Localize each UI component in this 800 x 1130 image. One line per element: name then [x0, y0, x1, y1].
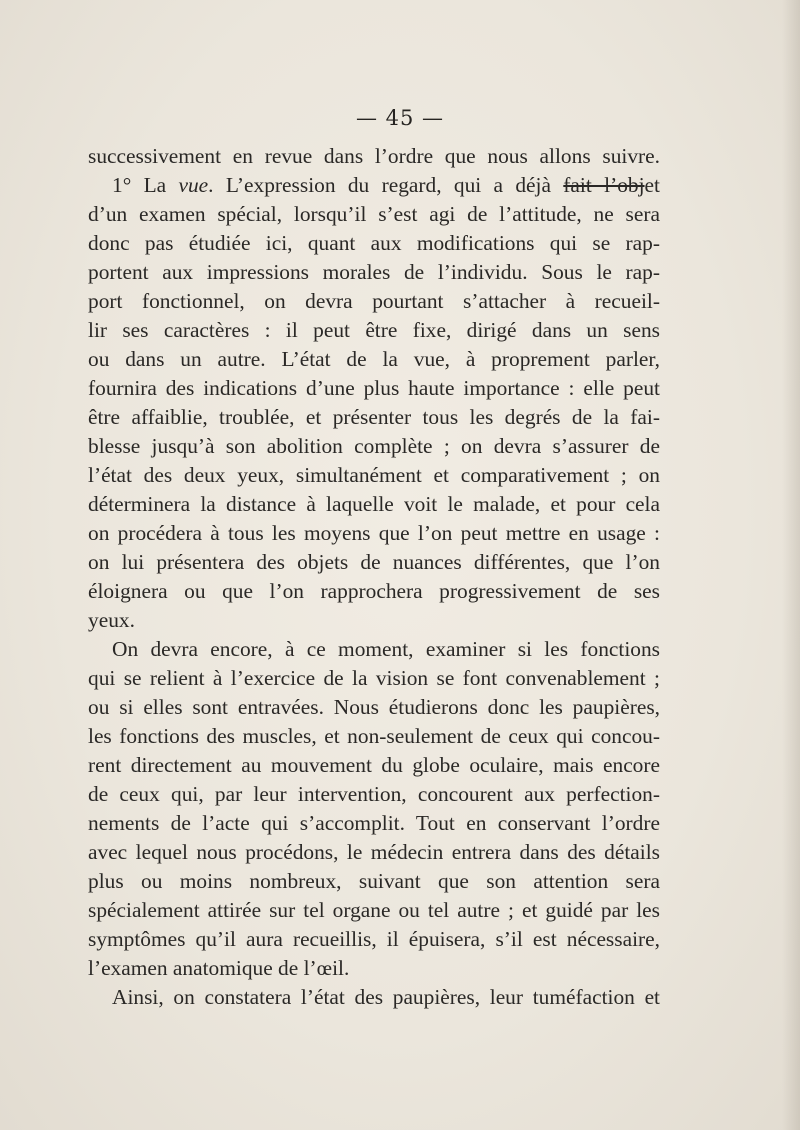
- text-line: lir ses caractères : il peut être fixe, dirigé dans un sens: [88, 318, 660, 342]
- italic-term: vue: [178, 173, 209, 197]
- text-line: donc pas étudiée ici, quant aux modifications qui se rap-: [88, 231, 660, 255]
- text-line: éloignera ou que l’on rapprochera progressivement de ses: [88, 579, 660, 603]
- page-edge-shadow: [782, 0, 800, 1130]
- text-line: yeux.: [88, 608, 135, 632]
- text-line: avec lequel nous procédons, le médecin entrera dans des détails: [88, 840, 660, 864]
- text-run: . L’expression du regard, qui a déjà: [208, 173, 551, 197]
- text-line: ou dans un autre. L’état de la vue, à proprement parler,: [88, 347, 660, 371]
- text-line: Ainsi, on constatera l’état des paupières, leur tuméfaction et: [112, 985, 660, 1009]
- text-line: portent aux impressions morales de l’individu. Sous le rap-: [88, 260, 660, 284]
- text-line: l’état des deux yeux, simultanément et comparativement ; on: [88, 463, 660, 487]
- text-line: successivement en revue dans l’ordre que nous allons suivre.: [88, 144, 660, 168]
- text-line: blesse jusqu’à son abolition complète ; on devra s’assurer de: [88, 434, 660, 458]
- section-marker: 1° La: [112, 173, 167, 197]
- text-line: l’examen anatomique de l’œil.: [88, 956, 350, 980]
- text-line: ou si elles sont entravées. Nous étudierons donc les paupières,: [88, 695, 660, 719]
- text-line: on procédera à tous les moyens que l’on peut mettre en usage :: [88, 521, 660, 545]
- body-text: [88, 142, 660, 1012]
- text-run: et: [644, 173, 660, 197]
- text-line: spécialement attirée sur tel organe ou tel autre ; et guidé par les: [88, 898, 660, 922]
- text-line: symptômes qu’il aura recueillis, il épuisera, s’il est nécessaire,: [88, 927, 660, 951]
- text-line: fournira des indications d’une plus haute importance : elle peut: [88, 376, 660, 400]
- text-line: déterminera la distance à laquelle voit le malade, et pour cela: [88, 492, 660, 516]
- text-line: rent directement au mouvement du globe oculaire, mais encore: [88, 753, 660, 777]
- text-line: nements de l’acte qui s’accomplit. Tout en conservant l’ordre: [88, 811, 660, 835]
- text-line: [88, 171, 660, 200]
- page-number: — 45 —: [355, 106, 445, 130]
- text-line: port fonctionnel, on devra pourtant s’attacher à recueil-: [88, 289, 660, 313]
- text-line: être affaiblie, troublée, et présenter tous les degrés de la fai-: [88, 405, 660, 429]
- text-line: qui se relient à l’exercice de la vision se font convenablement ;: [88, 666, 660, 690]
- text-line: de ceux qui, par leur intervention, concourent aux perfection-: [88, 782, 660, 806]
- text-line: les fonctions des muscles, et non-seulement de ceux qui concou-: [88, 724, 660, 748]
- struck-text: fait l’obj: [563, 173, 645, 197]
- text-line: on lui présentera des objets de nuances différentes, que l’on: [88, 550, 660, 574]
- text-line: plus ou moins nombreux, suivant que son attention sera: [88, 869, 660, 893]
- text-line: d’un examen spécial, lorsqu’il s’est agi de l’attitude, ne sera: [88, 202, 660, 226]
- text-line: On devra encore, à ce moment, examiner si les fonctions: [112, 637, 660, 661]
